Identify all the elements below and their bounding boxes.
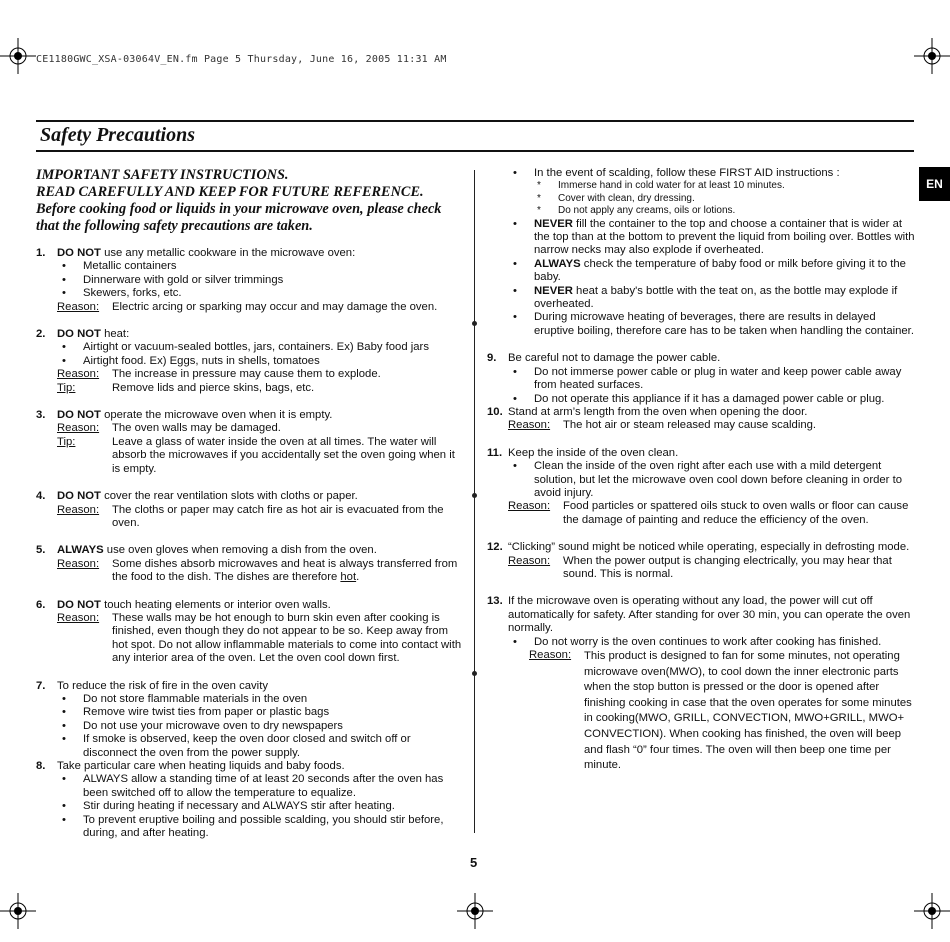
text: Immerse hand in cold water for at least 10 minutes. <box>558 180 785 192</box>
text-block <box>508 167 915 180</box>
text: • <box>513 217 517 230</box>
list-item <box>487 595 915 773</box>
text: Skewers, forks, etc. <box>83 287 182 300</box>
text: Airtight or vacuum-sealed bottles, jars, containers. Ex) Baby food jars <box>83 341 429 354</box>
text: Do not apply any creams, oils or lotions. <box>558 205 736 217</box>
text-block <box>57 599 464 666</box>
text: 10. <box>487 405 503 418</box>
text-block <box>508 447 915 527</box>
text: Leave a glass of water inside the oven at all times. The water will absorb the microwaves if you accidentally set the oven going when it is empty. <box>112 435 455 475</box>
text-block <box>57 409 464 476</box>
bullet-item <box>508 167 915 180</box>
bullet-item <box>57 274 464 287</box>
text: Do not worry is the oven continues to work after cooking has finished. <box>534 635 882 648</box>
bullet-item <box>508 460 915 500</box>
text-block <box>508 555 915 582</box>
text: * <box>537 180 541 192</box>
text: If smoke is observed, keep the oven door closed and switch off or disconnect the oven from the power supply. <box>83 733 411 759</box>
list-item <box>36 328 464 395</box>
title-rule <box>36 150 914 152</box>
text: Food particles or spattered oils stuck to oven walls or floor can cause the damage of painting and reduce the efficiency of the oven. <box>563 500 909 526</box>
text-block <box>57 382 464 395</box>
text-block <box>57 504 464 531</box>
text: Do not immerse power cable or plug in water and keep power cable away from heated surfaces. <box>534 365 902 392</box>
text: 7. <box>36 679 46 692</box>
bullet-item <box>57 800 464 813</box>
text: The oven walls may be damaged. <box>112 422 281 435</box>
text: NEVER <box>534 217 573 230</box>
text: Reason: <box>529 649 572 661</box>
bullet-item <box>529 193 915 205</box>
text-block <box>508 541 915 581</box>
text: 4. <box>36 490 46 503</box>
text: DO NOT <box>57 409 101 422</box>
text: ALWAYS allow a standing time of at least 20 seconds after the oven has been switched off to allow the temperature to equalize. <box>83 773 444 799</box>
text-block <box>57 490 464 530</box>
text: Take particular care when heating liquids and baby foods. <box>57 760 345 772</box>
bullet-item <box>57 814 464 841</box>
text: DO NOT <box>57 328 101 341</box>
text: • <box>513 460 517 473</box>
text: Reason: <box>57 503 100 516</box>
text-block <box>57 301 464 314</box>
file-header: CE1180GWC_XSA-03064V_EN.fm Page 5 Thursday, June 16, 2005 11:31 AM <box>36 54 447 65</box>
text: 8. <box>36 760 46 772</box>
text: DO NOT <box>57 598 101 611</box>
text: Reason: <box>508 419 551 432</box>
list-item <box>36 760 464 840</box>
text: • <box>62 354 66 367</box>
bullet-item <box>57 720 464 733</box>
text: Do not store flammable materials in the oven <box>83 692 308 705</box>
text: Reason: <box>57 557 100 570</box>
list-item <box>36 409 464 476</box>
text: • <box>62 706 66 719</box>
text: fill the container to the top and choose a container that is wider at the top than at the bottom to prevent the liquid from boiling over. Bottles with narrow necks may also explode if overheated. <box>534 217 915 257</box>
text: 12. <box>487 541 503 554</box>
text: 2. <box>36 328 46 341</box>
bullet-item <box>508 393 915 406</box>
text: The cloths or paper may catch fire as hot air is evacuated from the oven. <box>112 503 444 529</box>
column-divider <box>474 170 475 833</box>
text: Metallic containers <box>83 260 177 273</box>
bullet-item <box>508 311 915 338</box>
bullet-item <box>508 636 915 649</box>
list-item <box>487 406 915 433</box>
text: During microwave heating of beverages, there are results in delayed eruptive boiling, therefore care has to be taken when handling the container. <box>534 311 914 337</box>
divider-dot <box>472 321 477 326</box>
text-block <box>57 544 464 584</box>
text: To prevent eruptive boiling and possible scalding, you should stir before, during, and after heating. <box>83 813 444 840</box>
text: Airtight food. Ex) Eggs, nuts in shells, tomatoes <box>83 354 320 367</box>
list-item <box>487 447 915 527</box>
text-block <box>57 422 464 435</box>
text: • <box>62 273 66 286</box>
text-block <box>508 366 915 406</box>
text: ALWAYS <box>534 257 581 270</box>
text: Reason: <box>57 611 100 624</box>
text: use oven gloves when removing a dish from the oven. <box>103 544 377 557</box>
text: heat a baby's bottle with the teat on, as the bottle may explode if overheated. <box>534 284 898 311</box>
text: READ CAREFULLY AND KEEP FOR FUTURE REFERENCE. <box>36 184 424 200</box>
bullet-item <box>508 218 915 258</box>
divider-dot <box>472 671 477 676</box>
text: The increase in pressure may cause them to explode. <box>112 368 381 381</box>
list-item <box>36 680 464 760</box>
text-block <box>57 693 464 760</box>
text-block <box>57 328 464 395</box>
divider-dot <box>472 493 477 498</box>
right-column <box>487 167 915 774</box>
text: • <box>513 257 517 270</box>
page-title: Safety Precautions <box>40 124 195 146</box>
text: Stand at arm’s length from the oven when opening the door. <box>508 405 808 418</box>
text: Keep the inside of the oven clean. <box>508 446 679 459</box>
text: • <box>513 365 517 378</box>
text: Do not operate this appliance if it has a damaged power cable or plug. <box>534 392 885 405</box>
text: This product is designed to fan for some minutes, not operating microwave oven(MWO), to cool down the inner electronic parts when the stop button is pressed or the door is opened after finishing cooking in case that the oven operates for some minutes in cooking(MWO, GRILL, CONVECTION, MWO+GRILL, MWO+ CONVECTION). When cooking has finished, the oven will beep and flash “0” four times. The oven will then beep one time per minute. <box>584 650 912 772</box>
text: Tip: <box>57 381 76 394</box>
text-block <box>57 436 464 476</box>
text: • <box>62 719 66 732</box>
text: IMPORTANT SAFETY INSTRUCTIONS. <box>36 167 289 183</box>
registration-mark <box>0 893 36 929</box>
text: When the power output is changing electrically, you may hear that sound. This is normal. <box>563 554 892 580</box>
text: Cover with clean, dry dressing. <box>558 192 695 204</box>
text-block <box>57 612 464 666</box>
bullet-item <box>508 366 915 393</box>
text: • <box>62 800 66 813</box>
list-item <box>487 541 915 581</box>
text: Tip: <box>57 435 76 448</box>
text-block <box>529 649 915 774</box>
text-block <box>508 406 915 433</box>
bullet-item <box>529 205 915 217</box>
bullet-item <box>57 341 464 354</box>
list-item <box>36 490 464 530</box>
bullet-item <box>57 287 464 300</box>
text: To reduce the risk of fire in the oven cavity <box>57 679 268 692</box>
text: • <box>62 287 66 300</box>
text: 11. <box>487 446 503 459</box>
list-item <box>36 599 464 666</box>
bullet-item <box>529 180 915 192</box>
text: Be careful not to damage the power cable. <box>508 352 721 365</box>
text-block <box>508 352 915 406</box>
intro <box>36 167 464 235</box>
text-block <box>57 341 464 368</box>
text: Reason: <box>508 500 551 513</box>
text-block <box>508 419 915 432</box>
text-block <box>508 218 915 339</box>
registration-mark <box>914 893 950 929</box>
text: check the temperature of baby food or milk before giving it to the baby. <box>534 257 906 284</box>
text: cover the rear ventilation slots with cloths or paper. <box>100 490 358 503</box>
left-column <box>36 167 464 840</box>
text: NEVER <box>534 284 573 297</box>
text-block <box>508 500 915 527</box>
list-item <box>487 352 915 406</box>
text-block <box>57 760 464 840</box>
bullet-item <box>508 258 915 285</box>
text-block <box>57 680 464 760</box>
text-block <box>57 247 464 314</box>
text-block <box>57 368 464 381</box>
text: If the microwave oven is operating without any load, the power will cut off automatically for safety. After standing for over 30 min, you can operate the oven normally. <box>508 595 911 635</box>
text-block <box>529 180 915 217</box>
text: hot <box>340 571 357 584</box>
text: • <box>513 392 517 405</box>
text: • <box>62 733 66 746</box>
text: Do not use your microwave oven to dry newspapers <box>83 719 343 732</box>
text: 1. <box>36 247 46 259</box>
top-rule <box>36 120 914 122</box>
text: • <box>62 341 66 354</box>
text: Electric arcing or sparking may occur and may damage the oven. <box>112 300 438 313</box>
text: . <box>356 571 360 584</box>
text: Before cooking food or liquids in your microwave oven, please check that the following safety precautions are taken. <box>36 201 442 234</box>
text: operate the microwave oven when it is empty. <box>100 409 333 422</box>
text: 6. <box>36 598 46 611</box>
text: * <box>537 192 541 204</box>
text: • <box>513 284 517 297</box>
bullet-item <box>57 733 464 760</box>
registration-mark <box>914 38 950 74</box>
text: “Clicking” sound might be noticed while operating, especially in defrosting mode. <box>508 541 910 554</box>
text: 13. <box>487 595 503 608</box>
text-block <box>57 260 464 300</box>
language-tab: EN <box>919 167 950 201</box>
text: • <box>62 813 66 826</box>
text: 3. <box>36 409 46 422</box>
text: * <box>537 205 541 217</box>
list-item <box>36 247 464 314</box>
text: • <box>62 692 66 705</box>
bullet-item <box>57 706 464 719</box>
text: Clean the inside of the oven right after each use with a mild detergent solution, but let the microwave oven cool down before cleaning in order to avoid injury. <box>534 460 902 499</box>
text: Stir during heating if necessary and ALWAYS stir after heating. <box>83 800 395 813</box>
bullet-item <box>57 773 464 800</box>
text: • <box>513 167 517 179</box>
text: DO NOT <box>57 247 101 259</box>
registration-mark <box>457 893 493 929</box>
page-number: 5 <box>470 855 478 870</box>
text: 5. <box>36 544 46 557</box>
text: Remove lids and pierce skins, bags, etc. <box>112 381 315 394</box>
bullet-item <box>508 285 915 312</box>
text: Reason: <box>57 422 100 435</box>
text: Reason: <box>508 554 551 567</box>
list-item <box>36 544 464 584</box>
text-block <box>508 595 915 773</box>
text: Dinnerware with gold or silver trimmings <box>83 273 284 286</box>
text: • <box>513 311 517 324</box>
text: heat: <box>100 328 130 341</box>
text-block <box>57 558 464 585</box>
text: Remove wire twist ties from paper or plastic bags <box>83 706 330 719</box>
text: • <box>62 773 66 786</box>
text: The hot air or steam released may cause scalding. <box>563 419 817 432</box>
registration-mark <box>0 38 36 74</box>
text: use any metallic cookware in the microwave oven: <box>100 247 356 259</box>
text: DO NOT <box>57 490 101 503</box>
text-block <box>112 558 464 585</box>
text: touch heating elements or interior oven walls. <box>100 598 331 611</box>
text: These walls may be hot enough to burn skin even after cooking is finished, even though they do not appear to be so. Keep away from hot spot. Do not allow inflammable materials to come into contact with any interior area of the oven. Let the oven cool down first. <box>112 611 462 665</box>
text: 9. <box>487 352 497 365</box>
text: In the event of scalding, follow these FIRST AID instructions : <box>534 167 840 179</box>
text: • <box>513 635 517 648</box>
text: Some dishes absorb microwaves and heat is always transferred from the food to the dish. The dishes are therefore <box>112 557 458 584</box>
text: Reason: <box>57 368 100 381</box>
bullet-item <box>57 355 464 368</box>
bullet-item <box>57 260 464 273</box>
text: • <box>62 260 66 273</box>
text-block <box>508 460 915 500</box>
bullet-item <box>57 693 464 706</box>
text: ALWAYS <box>57 544 104 557</box>
text: Reason: <box>57 300 100 313</box>
text-block <box>57 773 464 840</box>
text-block <box>508 636 915 649</box>
